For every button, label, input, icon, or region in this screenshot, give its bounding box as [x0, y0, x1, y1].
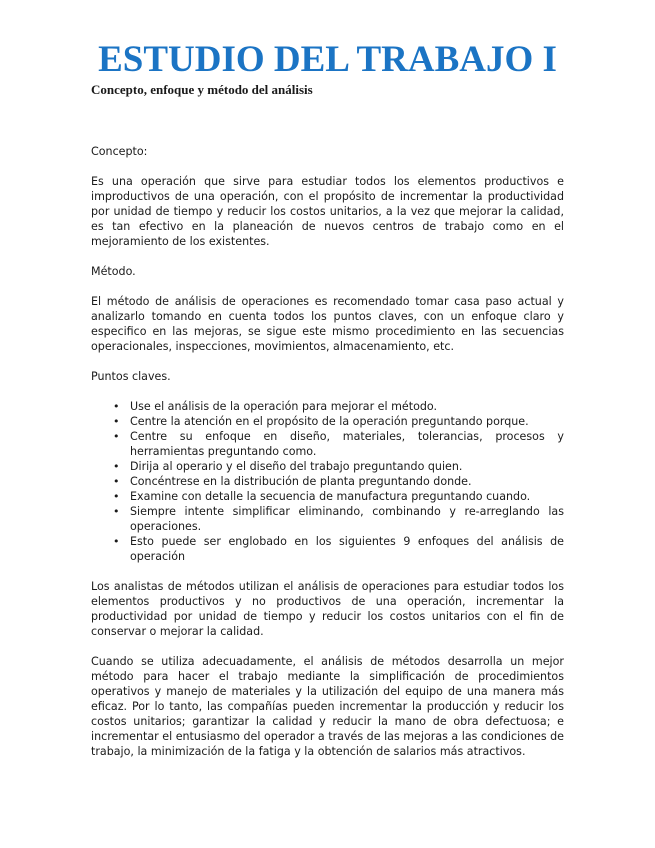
- list-item: • Use el análisis de la operación para mejorar el método.: [113, 400, 438, 413]
- puntos-heading: Puntos claves.: [91, 370, 171, 383]
- list-item: • Centre la atención en el propósito de la operación preguntando porque.: [113, 415, 529, 428]
- puntos-list: [91, 399, 564, 564]
- concepto-paragraph: Es una operación que sirve para estudiar todos los elementos productivos e improductivos de una operación, con el propósito de incrementar la productividad por unidad de tiempo y reducir los costos unitarios, a la vez que mejorar la calidad, es tan efectivo en la planeación de nuevos centros de trabajo como en el mejoramiento de los existentes.: [91, 175, 564, 248]
- list-item: • Siempre intente simplificar eliminando, combinando y re-arreglando las operaciones.: [113, 505, 564, 533]
- metodo-paragraph: El método de análisis de operaciones es recomendado tomar casa paso actual y analizarlo tomando en cuenta todos los puntos claves, con un enfoque claro y especifico en las mejoras, se sigue este mismo procedimiento en las secuencias operacionales, inspecciones, movimientos, almacenamiento, etc.: [91, 295, 564, 353]
- bullet-icon: •: [113, 400, 120, 413]
- cuando-paragraph: Cuando se utiliza adecuadamente, el análisis de métodos desarrolla un mejor método para hacer el trabajo mediante la simplificación de procedimientos operativos y manejo de materiales y la utilización del equipo de una manera más eficaz. Por lo tanto, las compañías pueden incrementar la producción y reducir los costos unitarios; garantizar la calidad y reducir la mano de obra defectuosa; e incrementar el entusiasmo del operador a través de las mejoras a las condiciones de trabajo, la minimización de la fatiga y la obtención de salarios más atractivos.: [91, 655, 564, 758]
- list-item: • Examine con detalle la secuencia de manufactura preguntando cuando.: [113, 490, 531, 503]
- metodo-heading: Método.: [91, 265, 136, 278]
- bullet-icon: •: [113, 490, 120, 503]
- page-title: ESTUDIO DEL TRABAJO I: [98, 39, 557, 80]
- bullet-icon: •: [113, 430, 120, 443]
- document-body: [91, 144, 564, 759]
- bullet-icon: •: [113, 535, 120, 548]
- list-item: • Esto puede ser englobado en los siguientes 9 enfoques del análisis de operación: [113, 535, 564, 563]
- list-item: • Dirija al operario y el diseño del trabajo preguntando quien.: [113, 460, 463, 473]
- bullet-icon: •: [113, 415, 120, 428]
- bullet-icon: •: [113, 460, 120, 473]
- list-item: • Concéntrese en la distribución de planta preguntando donde.: [113, 475, 472, 488]
- bullet-icon: •: [113, 505, 120, 518]
- bullet-icon: •: [113, 475, 120, 488]
- page-subtitle: Concepto, enfoque y método del análisis: [91, 82, 313, 97]
- spacer: [91, 98, 564, 144]
- analistas-paragraph: Los analistas de métodos utilizan el análisis de operaciones para estudiar todos los elementos productivos y no productivos de una operación, incrementar la productividad por unidad de tiempo y reducir los costos unitarios con el fin de conservar o mejorar la calidad.: [91, 580, 564, 638]
- concepto-heading: Concepto:: [91, 145, 148, 158]
- list-item: • Centre su enfoque en diseño, materiales, tolerancias, procesos y herramientas preguntando como.: [113, 430, 564, 458]
